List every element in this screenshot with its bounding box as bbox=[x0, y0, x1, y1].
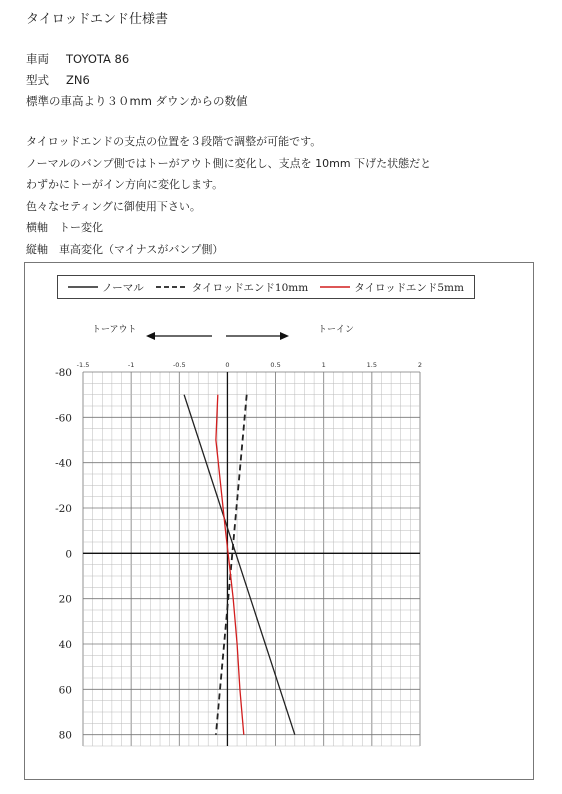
vehicle-label: 車両 bbox=[26, 52, 49, 66]
legend-label-normal: ノーマル bbox=[102, 281, 144, 294]
y-tick-label: 60 bbox=[58, 684, 72, 697]
x-tick-label: 2 bbox=[417, 361, 423, 369]
y-tick-label: -20 bbox=[55, 503, 72, 515]
x-tick-label: 1.5 bbox=[366, 361, 378, 369]
y-tick-label: -60 bbox=[55, 412, 72, 425]
desc-line-2: ノーマルのバンプ側ではトーがアウト側に変化し、支点を 10mm 下げた状態だと bbox=[26, 156, 432, 170]
legend-label-5mm: タイロッドエンド5mm bbox=[354, 281, 464, 294]
toe-in-arrowhead bbox=[280, 332, 289, 340]
desc-line-1: タイロッドエンドの支点の位置を３段階で調整が可能です。 bbox=[26, 135, 322, 148]
legend-label-10mm: タイロッドエンド10mm bbox=[191, 281, 309, 294]
y-tick-label: 20 bbox=[58, 593, 72, 606]
desc-line-3: わずかにトーがイン方向に変化します。 bbox=[26, 178, 224, 191]
y-tick-label: 40 bbox=[58, 639, 72, 651]
x-tick-label: -0.5 bbox=[172, 361, 186, 369]
y-tick-label: 0 bbox=[65, 548, 72, 561]
y-tick-label: 80 bbox=[58, 729, 72, 742]
y-tick-label: -80 bbox=[55, 367, 72, 379]
model-label: 型式 bbox=[26, 73, 49, 87]
document-title: タイロッドエンド仕様書 bbox=[26, 12, 168, 27]
x-tick-label: 0 bbox=[225, 361, 230, 369]
toe-out-label: トーアウト bbox=[92, 325, 137, 335]
x-tick-label: -1.5 bbox=[76, 361, 90, 369]
y-axis-description: 縦軸 車高変化（マイナスがバンプ側） bbox=[26, 242, 224, 256]
toe-in-label: トーイン bbox=[318, 325, 355, 335]
x-tick-label: 0.5 bbox=[270, 361, 281, 369]
y-tick-label: -40 bbox=[55, 457, 72, 470]
desc-line-4: 色々なセティングに御使用下さい。 bbox=[26, 199, 201, 213]
baseline-note: 標準の車高より３０mm ダウンからの数値 bbox=[26, 94, 248, 108]
x-tick-label: -1 bbox=[127, 361, 135, 369]
x-tick-label: 1 bbox=[321, 361, 326, 369]
vehicle-value: TOYOTA 86 bbox=[66, 52, 130, 66]
model-value: ZN6 bbox=[66, 73, 90, 87]
x-axis-description: 横軸 トー変化 bbox=[26, 221, 103, 234]
toe-out-arrowhead bbox=[146, 332, 155, 340]
